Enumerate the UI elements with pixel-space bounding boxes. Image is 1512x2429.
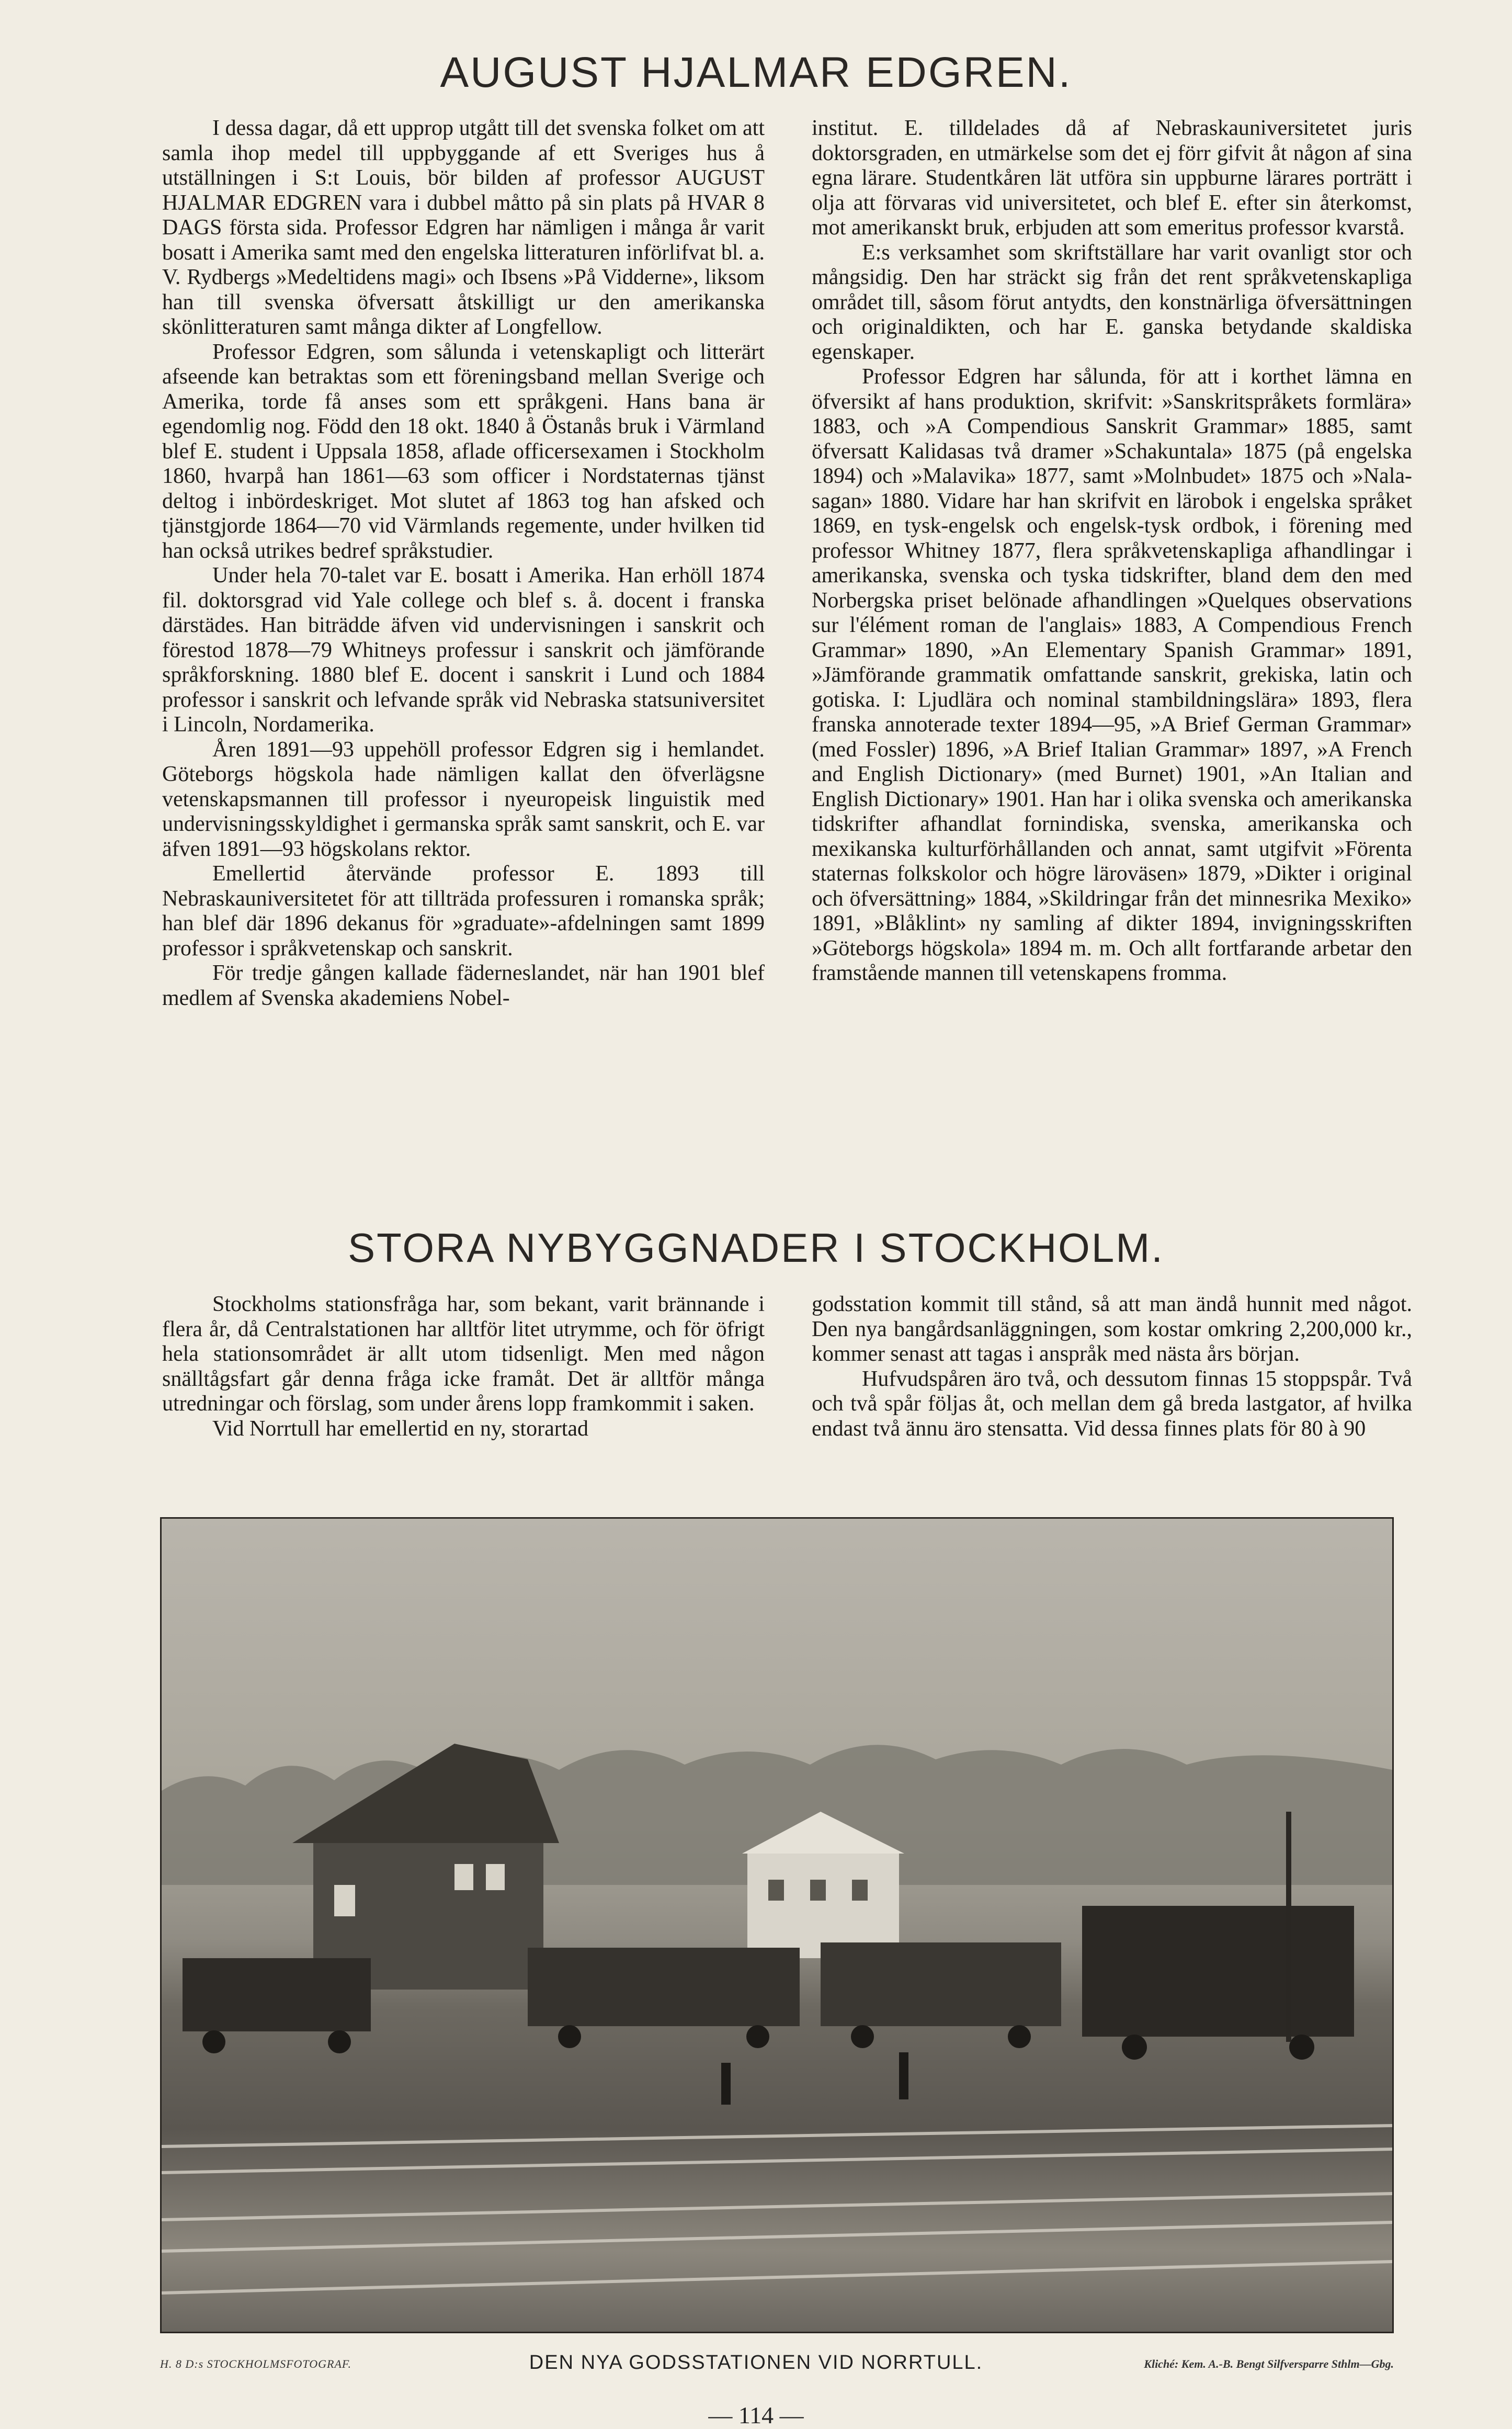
article-edgren-left-column (162, 116, 765, 1217)
paragraph: godsstation kommit till stånd, så att man ändå hunnit med något. Den nya bangårdsanläggningen, som kostar omkring 2,200,000 kr., kommer senast att tagas i anspråk med nästa års början. (812, 1292, 1412, 1366)
photo-illustration (162, 1519, 1392, 2332)
paragraph: Emellertid återvände professor E. 1893 till Nebraskauniversitetet för att tillträda professuren i romanska språk; han blef där 1896 dekanus för »graduate»-afdelningen samt 1899 professor i språkvetenskap och sanskrit. (162, 862, 765, 961)
paragraph: Vid Norrtull har emellertid en ny, storartad (212, 1416, 589, 1441)
paragraph: För tredje gången kallade fäderneslandet, när han 1901 blef medlem af Svenska akademiens Nobel- (162, 961, 765, 1010)
photographer-credit: H. 8 D:s STOCKHOLMSFOTOGRAF. (160, 2357, 351, 2370)
paragraph: I dessa dagar, då ett upprop utgått till det svenska folket om att samla ihop medel till uppbyggande af ett Sveriges hus å utställningen i S:t Louis, bör bilden af professor AUGUST HJALMAR EDGREN vara i dubbel måtto på sin plats på HVAR 8 DAGS första sida. Professor Edgren har nämligen i många år varit bosatt i Amerika samt med den engelska litteraturen införlifvat bl. a. V. Rydbergs »Medeltidens magi» och Ibsens »På Vidderne», liksom han till svenska öfversatt åtskilligt ur den amerikanska skönlitteraturen samt många dikter af Longfellow. (162, 116, 765, 339)
photo-caption: DEN NYA GODSSTATIONEN VID NORRTULL. (529, 2352, 983, 2374)
paragraph: institut. E. tilldelades då af Nebraskauniversitetet juris doktorsgraden, en utmärkelse som det ej förr gifvit åt någon af sina egna lärare. Studentkåren lät utföra sin uppburne lärares porträtt i olja att förvaras vid universitetet, och blef E. efter sin återkomst, mot amerikanskt bruk, erbjuden att som emeritus professor kvarstå. (812, 116, 1412, 240)
article-edgren-right-column (812, 116, 1412, 1217)
article-title-stockholm: STORA NYBYGGNADER I STOCKHOLM. (348, 1225, 1164, 1271)
paragraph: Stockholms stationsfråga har, som bekant, varit brännande i flera år, då Centralstationen har alltför litet utrymme, och för öfrigt hela stationsområdet är allt utom tidsenligt. Men med någon snälltågsfart går denna fråga icke framåt. Det är alltför många utredningar och förslag, som under årens lopp framkommit i saken. (162, 1292, 765, 1416)
article-title-edgren: AUGUST HJALMAR EDGREN. (440, 49, 1072, 96)
paragraph: Åren 1891—93 uppehöll professor Edgren sig i hemlandet. Göteborgs högskola hade nämligen kallat den öfverlägsne vetenskapsmannen till professor i nyeuropeisk linguistik med undervisningsskyldighet i germanska språk samt sanskrit, och E. var äfven 1891—93 högskolans rektor. (162, 737, 765, 861)
photo-freight-station (160, 1517, 1394, 2333)
paragraph: Professor Edgren, som sålunda i vetenskapligt och litterärt afseende kan betraktas som ett föreningsband mellan Sverige och Amerika, torde få anses som ett språkgeni. Hans bana är egendomlig nog. Född den 18 okt. 1840 å Östanås bruk i Värmland blef E. student i Uppsala 1858, aflade officersexamen i Stockholm 1860, hvarpå han 1861—63 som officer i Nordstaternas tjänst deltog i inbördeskriget. Mot slutet af 1863 tog han afsked och tjänstgjorde 1864—70 vid Värmlands regemente, under hvilken tid han också utrikes bedref språkstudier. (162, 340, 765, 563)
paragraph: E:s verksamhet som skriftställare har varit ovanligt stor och mångsidig. Den har sträckt sig från det rent språkvetenskapliga området till, såsom förut antydts, den konstnärliga öfversättningen och originaldikten, och har E. ganska betydande skaldiska egenskaper. (812, 240, 1412, 364)
article-stockholm-left-column (162, 1292, 765, 1491)
paragraph: Professor Edgren har sålunda, för att i korthet lämna en öfversikt af hans produktion, skrifvit: »Sanskritspråkets formlära» 1883, och »A Compendious Sanskrit Grammar» 1885, samt öfversatt Kalidasas två dramer »Schakuntala» 1875 (på engelska 1894) och »Malavika» 1877, samt »Molnbudet» 1875 och »Nala-sagan» 1880. Vidare har han skrifvit en lärobok i engelska språket 1869, en tysk-engelsk och engelsk-tysk ordbok, i förening med professor Whitney 1877, flera språkvetenskapliga afhandlingar i amerikanska, svenska och tyska tidskrifter, bland dem den med Norbergska priset belönade afhandlingen »Quelques observations sur l'élément roman de l'anglais» 1883, A Compendious French Grammar» 1890, »An Elementary Spanish Grammar» 1891, »Jämförande grammatik omfattande sanskrit, grekiska, latin och gotiska. I: Ljudlära och nominal stambildningslära» 1893, flera franska annoterade texter 1894—95, »A Brief German Grammar» (med Fossler) 1896, »A Brief Italian Grammar» 1897, »A French and English Dictionary» (med Burnet) 1901, »An Italian and English Dictionary» 1901. Han har i olika svenska och amerikanska tidskrifter afhandlat fornindiska, svenska, amerikanska och mexikanska kulturförhållanden och annat, samt utgifvit »Förenta staternas folkskolor och högre läroväsen» 1879, »Dikter i original och öfversättning» 1884, »Skildringar från det minnesrika Mexiko» 1891, »Blåklint» ny samling af dikter 1894, invigningsskriften »Göteborgs högskola» 1894 m. m. Och allt fortfarande arbetar den framstående mannen till vetenskapens fromma. (812, 365, 1412, 985)
paragraph: Hufvudspåren äro två, och dessutom finnas 15 stoppspår. Två och två spår följas åt, och mellan dem gå breda lastgator, af hvilka endast två ännu äro stensatta. Vid dessa finnes plats för 80 à 90 (812, 1366, 1412, 1441)
engraver-credit: Kliché: Kem. A.-B. Bengt Silfversparre Sthlm—Gbg. (1144, 2357, 1394, 2370)
article-stockholm-right-column (812, 1292, 1412, 1491)
paragraph: Under hela 70-talet var E. bosatt i Amerika. Han erhöll 1874 fil. doktorsgrad vid Yale college och blef s. å. docent i franska därstädes. Han biträdde äfven vid undervisningen i sanskrit och förestod 1878—79 Whitneys professur i sanskrit och jämförande språkforskning. 1880 blef E. docent i sanskrit i Lund och 1884 professor i sanskrit och lefvande språk vid Nebraska statsuniversitet i Lincoln, Nordamerika. (162, 563, 765, 737)
page-number: — 114 — (708, 2402, 804, 2428)
